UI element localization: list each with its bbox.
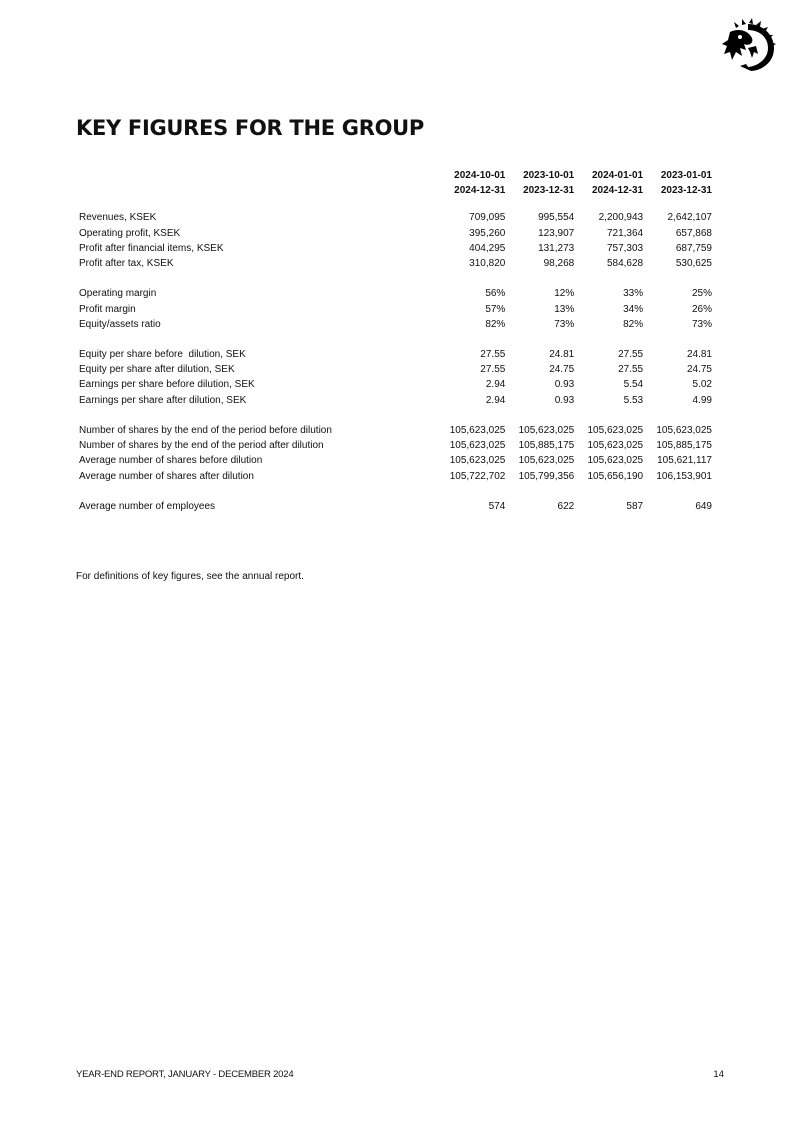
cell-value: 106,153,901 [656, 470, 712, 482]
cell-value: 310,820 [469, 257, 506, 269]
table-row [76, 423, 712, 438]
column-header-start: 2023-10-01 [523, 170, 575, 181]
cell-value: 4.99 [692, 394, 712, 406]
table-header-end-dates [76, 183, 712, 198]
row-label: Operating profit, KSEK [79, 227, 181, 239]
row-label: Equity/assets ratio [79, 318, 161, 330]
footer-report-name: YEAR-END REPORT, JANUARY - DECEMBER 2024 [76, 1069, 294, 1080]
cell-value: 5.53 [623, 394, 644, 406]
table-row [76, 393, 712, 408]
cell-value: 82% [485, 318, 506, 330]
cell-value: 2,642,107 [667, 212, 712, 224]
table-row [76, 286, 712, 301]
cell-value: 27.55 [480, 364, 506, 376]
cell-value: 530,625 [675, 257, 712, 269]
cell-value: 2.94 [485, 379, 506, 391]
row-label: Revenues, KSEK [79, 212, 157, 224]
cell-value: 105,799,356 [518, 470, 575, 482]
cell-value: 105,623,025 [518, 425, 575, 436]
cell-value: 12% [554, 288, 575, 300]
cell-value: 73% [554, 318, 575, 330]
header-label-cell [76, 168, 436, 183]
cell-value: 105,722,702 [449, 470, 506, 482]
cell-value: 105,623,025 [587, 425, 644, 436]
cell-value: 105,623,025 [587, 440, 644, 452]
cell-value: 82% [623, 318, 644, 330]
column-header-end: 2023-12-31 [523, 185, 575, 197]
cell-value: 105,623,025 [449, 455, 506, 467]
cell-value: 105,623,025 [587, 455, 644, 467]
cell-value: 2,200,943 [598, 212, 644, 224]
cell-value: 105,623,025 [518, 455, 575, 467]
cell-value: 574 [488, 500, 506, 512]
cell-value: 27.55 [480, 349, 506, 361]
cell-value: 105,656,190 [587, 470, 644, 482]
table-row [76, 226, 712, 241]
cell-value: 27.55 [618, 364, 644, 376]
table-row [76, 453, 712, 468]
dragon-emblem-icon [718, 18, 778, 74]
cell-value: 131,273 [538, 242, 575, 254]
cell-value: 2.94 [485, 394, 506, 406]
table-header-start-dates [76, 168, 712, 183]
cell-value: 687,759 [675, 242, 712, 254]
cell-value: 622 [557, 500, 575, 512]
table-row [76, 377, 712, 392]
cell-value: 34% [623, 303, 644, 315]
cell-value: 395,260 [469, 227, 506, 239]
cell-value: 57% [485, 303, 506, 315]
column-header-end: 2024-12-31 [454, 185, 506, 197]
cell-value: 105,623,025 [656, 425, 712, 436]
table-row [76, 438, 712, 453]
cell-value: 56% [485, 288, 506, 300]
row-label: Profit after financial items, KSEK [79, 242, 224, 254]
row-label: Equity per share after dilution, SEK [79, 364, 235, 376]
row-label: Number of shares by the end of the period after dilution [79, 440, 324, 452]
column-header-end: 2024-12-31 [591, 185, 644, 197]
cell-value: 0.93 [554, 394, 575, 406]
row-label: Operating margin [79, 288, 157, 300]
row-label: Average number of shares before dilution [79, 455, 263, 467]
cell-value: 105,623,025 [449, 425, 506, 436]
row-label: Equity per share before dilution, SEK [79, 349, 246, 361]
table-row [76, 362, 712, 377]
page-title: KEY FIGURES FOR THE GROUP [76, 116, 424, 140]
cell-value: 25% [691, 288, 712, 300]
row-label: Number of shares by the end of the period before dilution [79, 425, 332, 436]
cell-value: 24.75 [549, 364, 575, 376]
cell-value: 33% [623, 288, 644, 300]
cell-value: 105,885,175 [656, 440, 712, 452]
table-row [76, 210, 712, 225]
cell-value: 649 [695, 500, 712, 512]
row-label: Profit after tax, KSEK [79, 257, 174, 269]
row-label: Earnings per share after dilution, SEK [79, 394, 247, 406]
table-row [76, 469, 712, 484]
cell-value: 24.81 [549, 349, 575, 361]
cell-value: 584,628 [606, 257, 644, 269]
cell-value: 657,868 [675, 227, 712, 239]
row-label: Average number of shares after dilution [79, 470, 254, 482]
cell-value: 5.02 [692, 379, 712, 391]
cell-value: 24.81 [686, 349, 712, 361]
column-header-end: 2023-12-31 [660, 185, 712, 197]
table-row [76, 347, 712, 362]
cell-value: 5.54 [623, 379, 644, 391]
cell-value: 995,554 [538, 212, 575, 224]
cell-value: 105,623,025 [449, 440, 506, 452]
key-figures-table [76, 168, 712, 514]
cell-value: 24.75 [686, 364, 712, 376]
header-label-cell [76, 183, 436, 198]
row-label: Earnings per share before dilution, SEK [79, 379, 255, 391]
table-row [76, 302, 712, 317]
cell-value: 73% [691, 318, 712, 330]
column-header-start: 2023-01-01 [660, 170, 712, 181]
column-header-start: 2024-01-01 [591, 170, 644, 181]
row-label: Profit margin [79, 303, 136, 315]
definitions-note: For definitions of key figures, see the annual report. [76, 571, 304, 582]
cell-value: 123,907 [538, 227, 575, 239]
cell-value: 709,095 [469, 212, 506, 224]
cell-value: 105,621,117 [657, 455, 712, 467]
cell-value: 757,303 [606, 242, 644, 254]
cell-value: 404,295 [469, 242, 506, 254]
cell-value: 721,364 [606, 227, 644, 239]
row-label: Average number of employees [79, 500, 216, 512]
table-row [76, 317, 712, 332]
table-row [76, 256, 712, 271]
cell-value: 105,885,175 [518, 440, 575, 452]
cell-value: 27.55 [618, 349, 644, 361]
cell-value: 0.93 [554, 379, 575, 391]
cell-value: 13% [554, 303, 575, 315]
cell-value: 98,268 [543, 257, 575, 269]
cell-value: 26% [691, 303, 712, 315]
cell-value: 587 [626, 500, 644, 512]
page-number: 14 [713, 1069, 724, 1080]
table-row [76, 241, 712, 256]
table-row [76, 499, 712, 514]
column-header-start: 2024-10-01 [454, 170, 506, 181]
